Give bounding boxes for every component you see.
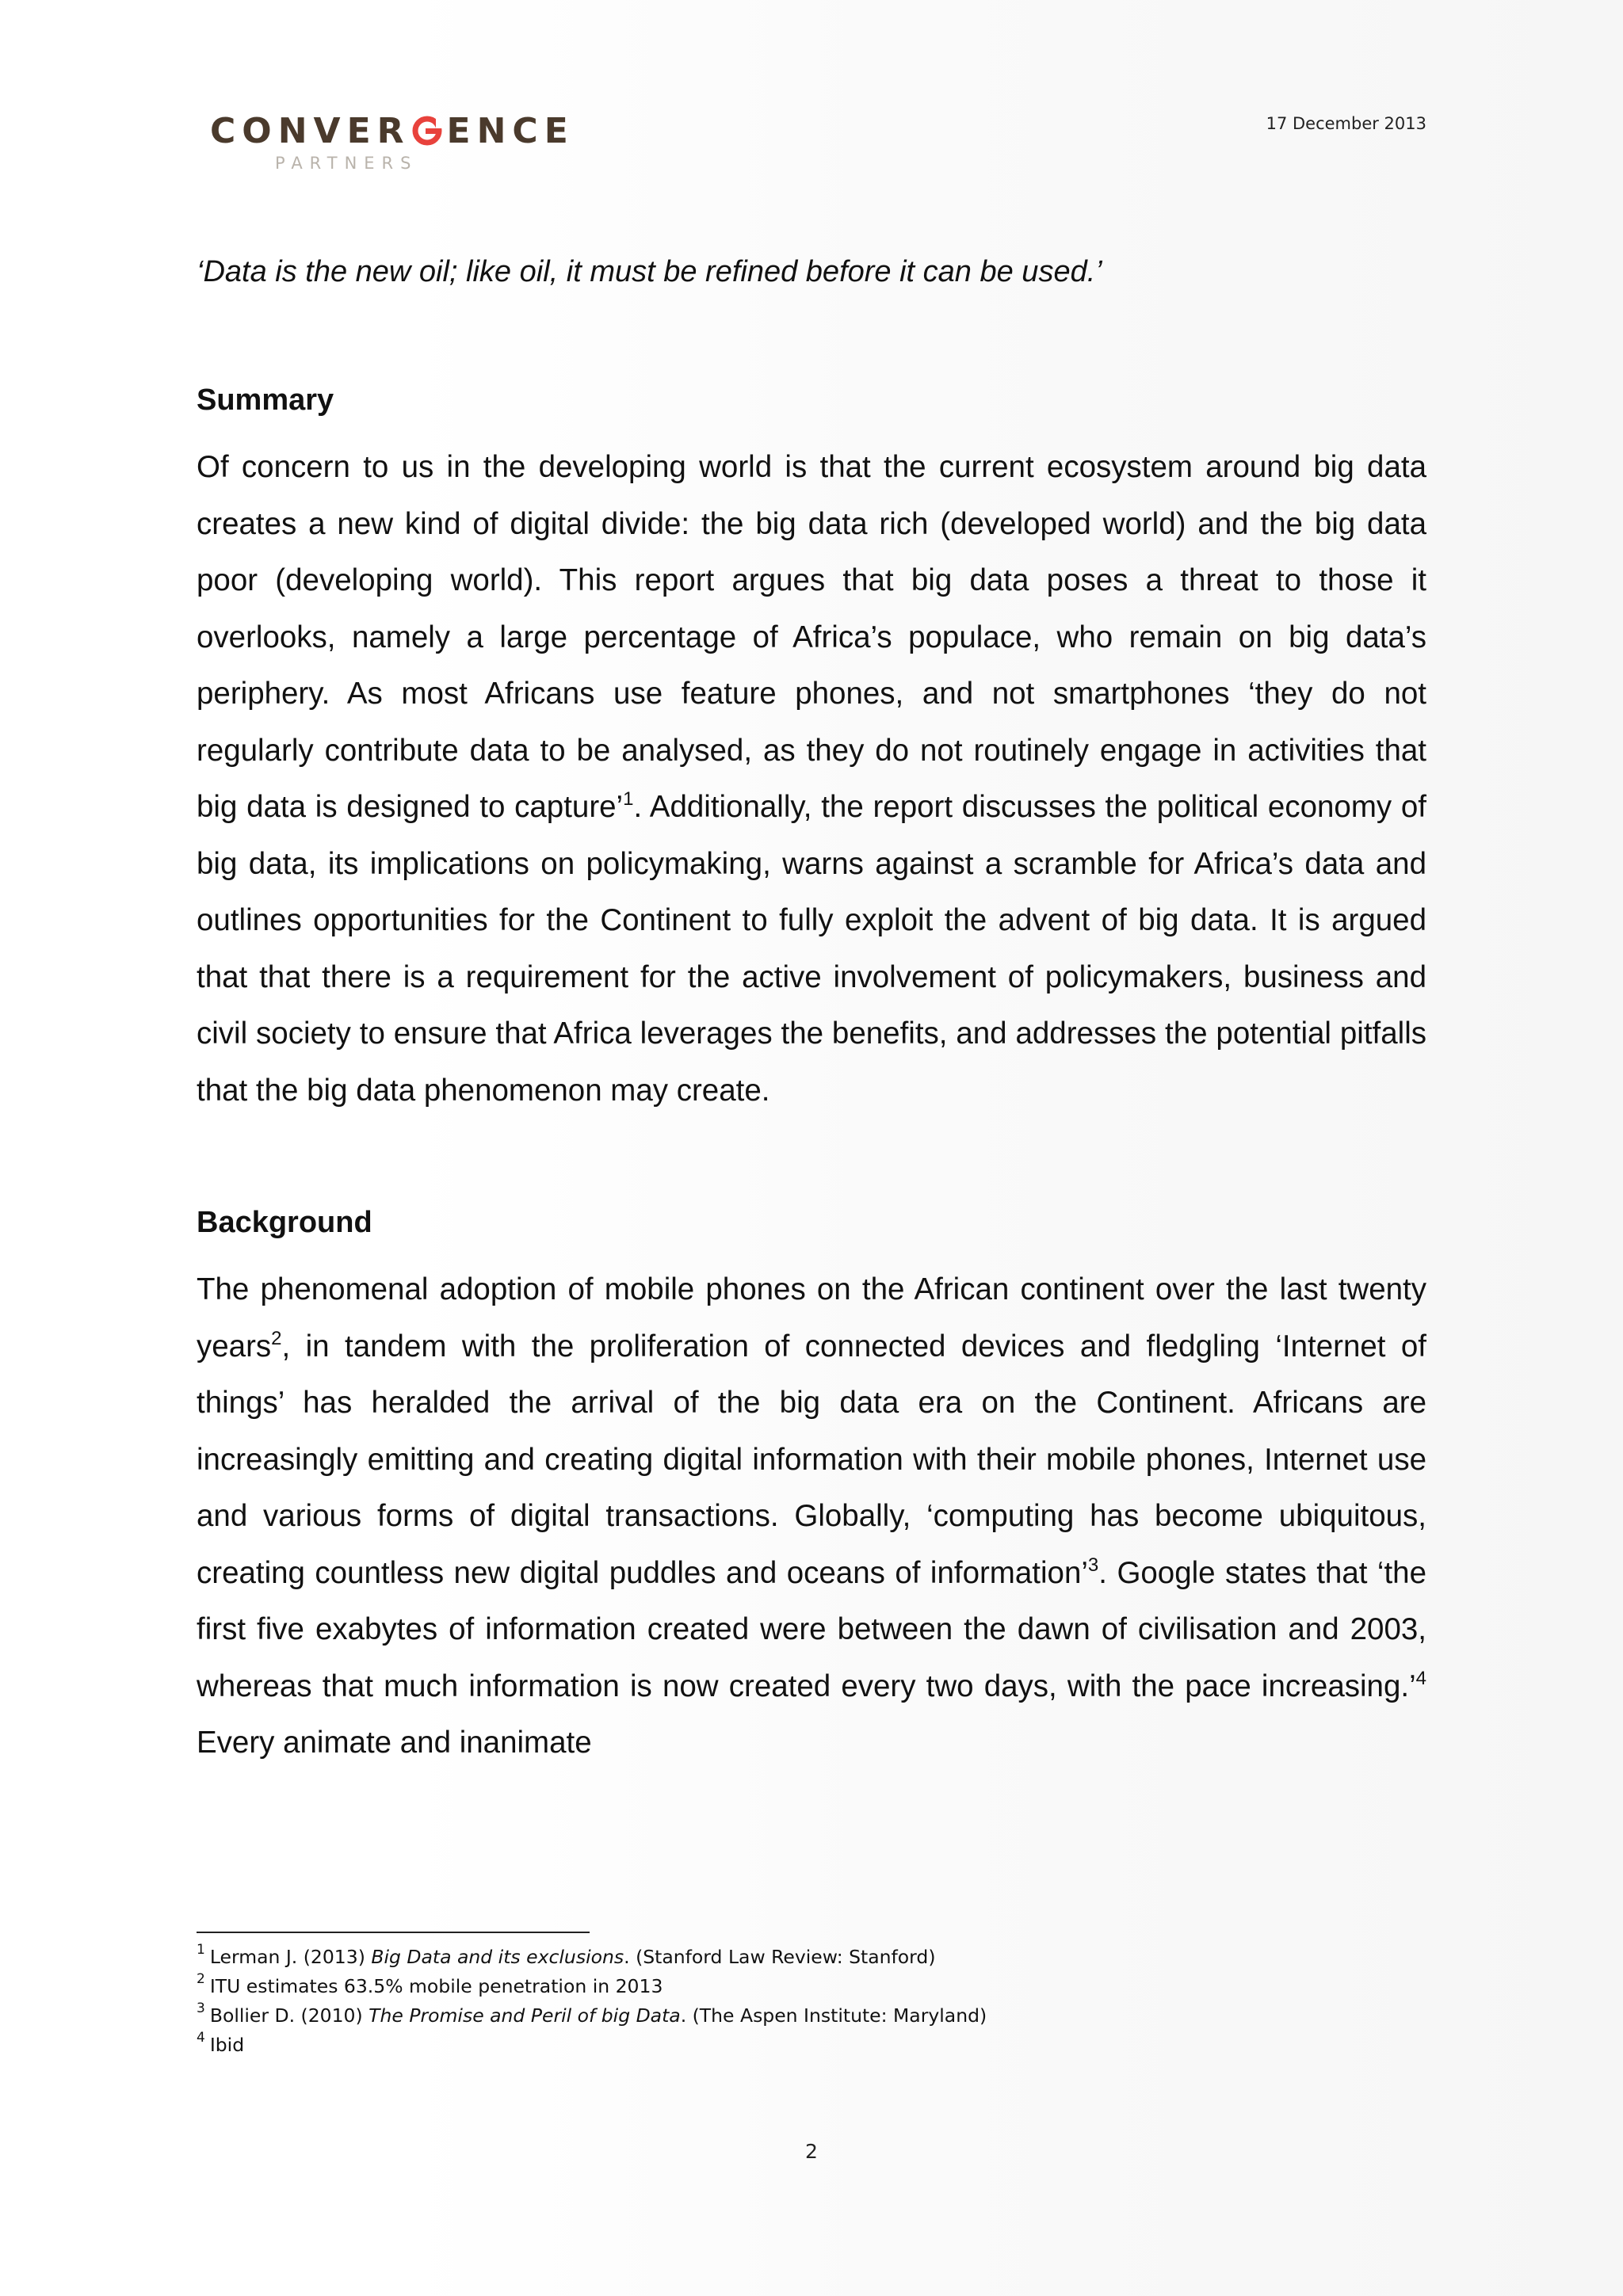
footnote-number: 3 — [197, 2000, 205, 2016]
footnote-4 — [197, 2031, 1426, 2060]
logo-subtext: PARTNERS — [275, 154, 418, 173]
summary-paragraph — [197, 439, 1426, 1119]
footnote-title: Big Data and its exclusions — [371, 1946, 624, 1968]
summary-heading: Summary — [197, 383, 334, 417]
page-number: 2 — [805, 2140, 818, 2163]
document-body — [197, 252, 1426, 1772]
logo-text-left: CONVER — [210, 111, 411, 151]
summary-text-part2: . Additionally, the report discusses the political economy of big data, its implications on policymaking, warns against a scramble for Africa’s data and outlines opportunities for the Continent to fully exploit the advent of big data. It is argued that that there is a requirement for the active involvement of policymakers, business and civil society to ensure that Africa leverages the benefits, and addresses the potential pitfalls that the big data phenomenon may create. — [197, 790, 1426, 1108]
logo-wordmark — [210, 111, 575, 152]
summary-text-part1: Of concern to us in the developing world is that the current ecosystem around big data creates a new kind of digital divide: the big data rich (developed world) and the big data poor (developing world). This report argues that big data poses a threat to those it overlooks, namely a large percentage of Africa’s populace, who remain on big data’s periphery. As most Africans use feature phones, and not smartphones ‘they do not regularly contribute data to be analysed, as they do not routinely engage in activities that big data is designed to capture’ — [197, 450, 1426, 824]
footnote-2 — [197, 1972, 1426, 2001]
document-date: 17 December 2013 — [1266, 114, 1426, 133]
footnote-text: ITU estimates 63.5% mobile penetration in 2013 — [209, 1975, 663, 1997]
background-paragraph — [197, 1261, 1426, 1772]
footnote-separator — [197, 1932, 590, 1933]
footnote-ref-1: 1 — [623, 788, 634, 810]
footnote-text: Lerman J. (2013) — [209, 1946, 372, 1968]
footnote-number: 4 — [197, 2030, 205, 2046]
logo-text-right: ENCE — [446, 111, 575, 151]
logo-g-mark-icon — [412, 114, 442, 144]
footnote-text: Bollier D. (2010) — [209, 2004, 369, 2027]
opening-quote: ‘Data is the new oil; like oil, it must be refined before it can be used.’ — [197, 255, 1102, 288]
footnote-ref-2: 2 — [271, 1327, 282, 1349]
footnote-text: Ibid — [209, 2034, 245, 2056]
convergence-partners-logo — [210, 111, 582, 182]
footnotes — [197, 1943, 1426, 2060]
footnote-ref-4: 4 — [1415, 1667, 1426, 1689]
background-text-part4: Every animate and inanimate — [197, 1726, 592, 1760]
footnote-source: . (The Aspen Institute: Maryland) — [680, 2004, 987, 2027]
footnote-number: 2 — [197, 1971, 205, 1987]
footnote-number: 1 — [197, 1942, 205, 1958]
footnote-ref-3: 3 — [1087, 1554, 1099, 1576]
background-text-part3: . Google states that ‘the first five exabytes of information created were between the dawn of civilisation and 2003, whereas that much information is now created every two days, with the pace increasing.’ — [197, 1555, 1426, 1703]
footnote-3 — [197, 2001, 1426, 2031]
background-heading: Background — [197, 1206, 372, 1239]
background-text-part1: The phenomenal adoption of mobile phones on the African continent over the last twenty years — [197, 1272, 1426, 1363]
footnote-1 — [197, 1943, 1426, 1972]
footnote-title: The Promise and Peril of big Data — [369, 2004, 681, 2027]
footnote-source: . (Stanford Law Review: Stanford) — [624, 1946, 936, 1968]
background-text-part2: , in tandem with the proliferation of connected devices and fledgling ‘Internet of things’ has heralded the arrival of the big data era on the Continent. Africans are increasingly emitting and creating digital information with their mobile phones, Internet use and various forms of digital transactions. Globally, ‘computing has become ubiquitous, creating countless new digital puddles and oceans of information’ — [197, 1329, 1426, 1590]
